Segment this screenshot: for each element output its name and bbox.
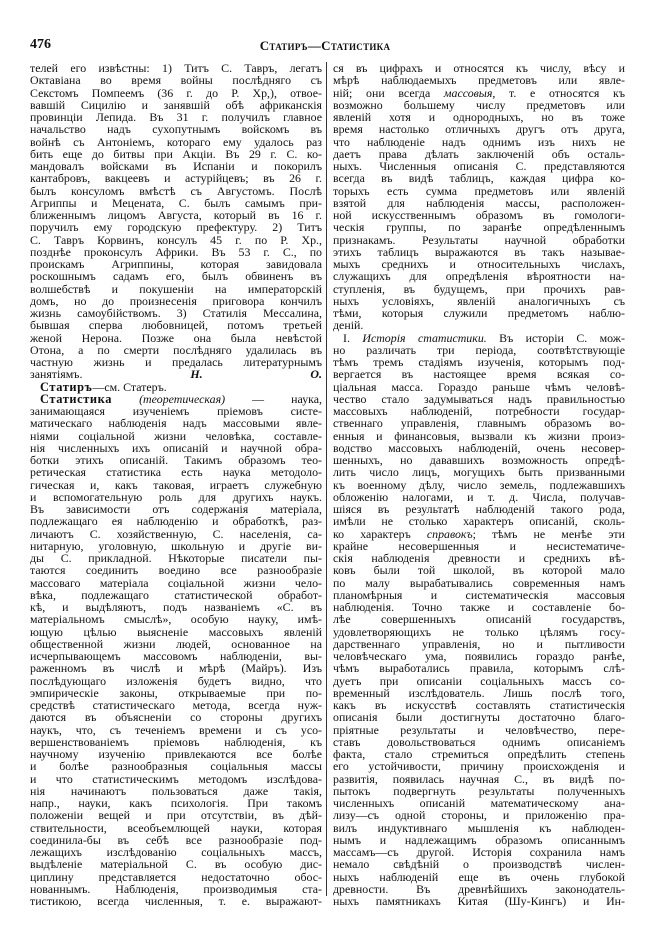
text-line: нія численныхъ ихъ описаній и научной обра-	[30, 440, 322, 455]
text-line: вѣка, подлежащаго статистической обработ-	[30, 587, 322, 602]
text-line: жизнь самоубійствомъ. 3) Статилія Мессалина,	[30, 306, 322, 320]
text-line: пытокъ подвергнуть результаты полученныхъ	[333, 783, 625, 798]
text-line: ныхъ условіяхъ, явленій аналогичныхъ съ	[333, 293, 625, 308]
text-line: ческія группы, по заранѣе опредѣленнымъ	[333, 220, 625, 235]
text-line: ставъ довольствоваться однимъ описаніемъ	[333, 734, 625, 749]
text-line: лежащихъ изслѣдованію соціальныхъ массъ,	[30, 845, 322, 859]
text-line: торыхъ есть сумма предметовъ или явленій	[333, 183, 625, 198]
text-line: лѣе совершенныхъ описаній государствъ,	[333, 612, 625, 627]
text-line: массамъ—съ другой. Исторія сохранила намъ	[333, 845, 625, 859]
text-line: научному изученію привлекаются все болѣе	[30, 747, 322, 761]
text-line: всегда въ видѣ таблицъ, каждая цифра ко-	[333, 171, 625, 186]
text-line: ботки этихъ описаній. Такимъ образомъ тео-	[30, 453, 322, 467]
text-line: мандовалъ войсками въ Испаніи и покорилъ	[30, 159, 322, 173]
text-line: вавшій Сицилію и занявшій обѣ африканскія	[30, 97, 322, 112]
text-line: ныхъ наблюденій еще въ очень глубокой	[333, 869, 625, 884]
column-divider	[326, 62, 327, 896]
text-line: позднѣе проконсулъ Африки. Въ 53 г. С., по	[30, 244, 322, 259]
text-line: этихъ таблицъ выражаются въ такъ называе-	[333, 244, 625, 259]
text-line: ныхъ. Численныя описанія С. представляются	[333, 159, 625, 173]
text-line: былъ консуломъ вмѣстѣ съ Августомъ. Послѣ	[30, 183, 322, 198]
text-line: ступленія, въ будущемъ, при прочихъ рав-	[333, 281, 625, 296]
text-line: личаютъ С. хозяйственную, С. населенія, са-	[30, 526, 322, 541]
text-line: женой Нерона. Позже она была невѣстой	[30, 330, 322, 345]
text-line: древности. Въ древнѣйшихъ законодатель-	[333, 881, 625, 896]
headword: Статиръ	[40, 379, 93, 394]
text-line: положеніи вещей и при отсутствіи, въ дѣй-	[30, 808, 322, 823]
text-line: признакамъ. Результаты научной обработки	[333, 232, 625, 247]
text-line: Въ зависимости отъ содержанія матеріала,	[30, 502, 322, 516]
text-line: частную жизнь и предалась литературнымъ	[30, 355, 322, 369]
text-line: къ военному дѣлу, число земель, подлежавшихъ	[333, 477, 625, 492]
text-line: кантабровъ, вакцеевъ и астурійцевъ; въ 26 г.	[30, 171, 322, 186]
text-line: какъ въ искусствѣ составлять статистическія	[333, 698, 625, 712]
text-line: численныхъ описаній математическому ана-	[333, 796, 625, 810]
text-line: и что статистическимъ методомъ изслѣдова-	[30, 771, 322, 786]
text-line: начальство надъ сухопутнымъ войскомъ въ	[30, 122, 322, 137]
text-line: лизу—съ одной стороны, и приложенію пра-	[333, 808, 625, 823]
text-line: ныхъ памятникахъ Китая (Шу-Кингъ) и Ин-	[333, 894, 625, 908]
text-line: Октавіана во время войны послѣдняго съ	[30, 73, 322, 88]
text-line: человѣческаго ума, появились гораздо ранѣе,	[333, 649, 625, 663]
text-line: войнѣ съ Антоніемъ, котораго ему удалось раз	[30, 134, 322, 149]
text-line: вилъ индуктивнаго мышленія къ наблюден-	[333, 820, 625, 835]
text-line: наукъ, что, съ теченіемъ времени и съ усо-	[30, 722, 322, 737]
text-line: и вспомогательную роль для другихъ наукъ.	[30, 489, 322, 504]
text-line: имѣли не столько характеръ описаній, сколь-	[333, 514, 625, 529]
text-line: временный изслѣдователь. Лишь послѣ того,	[333, 685, 625, 700]
text-line: массовыхъ наблюденій, потребности государ-	[333, 404, 625, 418]
text-span: —см. Статеръ.	[92, 379, 167, 394]
text-line: ковъ были той школой, въ которой мало	[333, 563, 625, 578]
text-line	[333, 332, 625, 344]
text-line: занимающаяся изученіемъ пріемовъ систе-	[30, 404, 322, 418]
text-line: бывшая сперва любовницей, потомъ третьей	[30, 318, 322, 333]
text-line: домъ, но до произнесенія приговора кончилъ	[30, 293, 322, 308]
text-line: лить число лицъ, могущихъ быть призванными	[333, 465, 625, 480]
text-line: нитарную, уголовную, школьную и другіе ви-	[30, 538, 322, 553]
text-line: тѣмъ тремъ стадіямъ изученія, которымъ под-	[333, 355, 625, 369]
text-line: Отона, а по смерти послѣдняго удалилась въ	[30, 342, 322, 357]
text-line: вергается въ настоящее время всякая со-	[333, 367, 625, 382]
text-line: даются въ объясненіи со стороны другихъ	[30, 710, 322, 725]
text-line: массоваго матеріала соціальной жизни чело-	[30, 575, 322, 590]
text-line: кѣ, и выдѣляютъ, подъ названіемъ «С. въ	[30, 600, 322, 614]
text-line: водство массовыхъ наблюденій, очень несовер-	[333, 440, 625, 455]
right-column	[333, 62, 625, 907]
text-span: — наука,	[225, 391, 322, 406]
text-line: нованнымъ. Наблюденія, производимыя ста-	[30, 881, 322, 896]
page-number: 476	[30, 37, 51, 52]
text-line: описанія были достигнуты достаточно благо-	[333, 710, 625, 725]
text-line: возможно большему числу предметовъ или	[333, 97, 625, 112]
italic-text: массовыя	[443, 85, 493, 100]
text-line: тѣми, которыя служили предметомъ наблю-	[333, 306, 625, 320]
text-line: матеріальномъ смыслѣ», особую науку, имѣ-	[30, 612, 322, 627]
text-line: нымъ и надлежащимъ образомъ описаннымъ	[333, 832, 625, 847]
text-line: шіяся въ результатѣ наблюденій такого рода,	[333, 502, 625, 516]
text-line: напр., науки, какъ психологія. При такомъ	[30, 796, 322, 810]
text-line: ніями соціальной жизни человѣка, составле-	[30, 428, 322, 443]
text-line: планомѣрныя и систематическія массовыя	[333, 587, 625, 602]
text-line: ціальная масса. Гораздо раньше чѣмъ человѣ-	[333, 379, 625, 394]
text-line: немало свѣдѣній о производствѣ числен-	[333, 857, 625, 872]
text-line: ственнаго управленія, главнымъ образомъ во-	[333, 416, 625, 431]
author-signature: Н. О.	[190, 367, 322, 382]
text-line: Секстомъ Помпеемъ (36 г. до Р. Хр,), отвое-	[30, 85, 322, 100]
text-line: средствѣ статистическаго метода, всегда нуж-	[30, 698, 322, 712]
text-line: подлежащаго ея наблюденію и обработкѣ, раз-	[30, 514, 322, 529]
text-line: чество стало задумываться надъ правильностью	[333, 391, 625, 406]
text-line: мѣрѣ наблюдаемыхъ предметовъ или явле-	[333, 73, 625, 88]
text-line: провинціи Лепида. Въ 31 г. получилъ главное	[30, 110, 322, 124]
text-span: занятіямъ.	[30, 367, 83, 382]
text-line: соединила-бы въ себѣ все разнообразіе под-	[30, 832, 322, 847]
text-span: деній.	[333, 318, 364, 333]
text-line: выдѣленіе матеріальной С. въ особую дис-	[30, 857, 322, 872]
text-line: ды С. прикладной. Нѣкоторые писатели пы-	[30, 551, 322, 565]
text-line: ся въ цифрахъ и относятся къ числу, вѣсу и	[333, 61, 625, 75]
text-line: чѣмъ выработались правила, которымъ слѣ-	[333, 661, 625, 676]
text-line: удовлетворяющихъ не только цѣлямъ госу-	[333, 624, 625, 639]
text-line: ющую цѣлью выясненіе массовыхъ явленій	[30, 624, 322, 639]
text-line: шенныхъ, но дававшихъ возможность опредѣ-	[333, 453, 625, 467]
running-title: Статиръ—Статистика	[259, 38, 391, 53]
text-line: что наблюденіе надъ однимъ изъ нихъ не	[333, 134, 625, 149]
text-span: ко характеръ	[333, 526, 427, 541]
text-span: I.	[343, 330, 363, 345]
text-line: матическаго наблюденія надъ массовыми явле-	[30, 416, 322, 431]
left-column	[30, 62, 322, 907]
text-span: Въ исторіи С. мож-	[486, 330, 625, 345]
headword: Статистика	[40, 391, 112, 406]
text-line: енныя и финансовыя, вызвали къ жизни произ-	[333, 428, 625, 443]
italic-text: справокъ	[426, 526, 473, 541]
text-line: факта, стало стремиться опредѣлить степень	[333, 747, 625, 761]
text-span: ; тѣмъ не менѣе эти	[472, 526, 625, 541]
text-line: даетъ права дѣлать заключеній объ осталь-	[333, 146, 625, 161]
text-line: явленій хотя и однородныхъ, но въ тоже	[333, 110, 625, 124]
text-line: роскошнымъ садамъ его, былъ обвиненъ въ	[30, 269, 322, 284]
text-line: Агриппы и Мецената, С. былъ самымъ при-	[30, 195, 322, 210]
text-line: гическая и, какъ таковая, играетъ служебную	[30, 477, 322, 492]
text-line	[333, 528, 625, 540]
text-span: ній; они всегда	[333, 85, 444, 100]
text-line: обложенію налогами, и т. д. Числа, получав-	[333, 489, 625, 504]
text-line: телей его извѣстны: 1) Титъ С. Тавръ, легатъ	[30, 61, 322, 75]
text-line: крайне несовершенныя и несистематиче-	[333, 538, 625, 553]
italic-text: (теоретическая)	[112, 391, 226, 406]
text-span: , т. е относятся къ	[492, 85, 625, 100]
text-line: эмпирическіе законы, открываемые при по-	[30, 685, 322, 700]
text-line: нія начинаютъ пользоваться даже такія,	[30, 783, 322, 798]
text-line: развитія, появилась научная С., въ видѣ по-	[333, 771, 625, 786]
text-line: ной искусственнымъ образомъ въ гомологи-	[333, 208, 625, 222]
text-line: наблюденія. Точно также и составленіе бо-	[333, 600, 625, 614]
text-line: служащихъ для опредѣленія вѣроятности на-	[333, 269, 625, 284]
text-line: раженномъ въ числѣ и мѣрѣ (Майръ). Изъ	[30, 661, 322, 676]
text-line: дарственнаго управленія, но и пытливости	[333, 636, 625, 651]
text-line: общественной жизни людей, основанное на	[30, 636, 322, 651]
text-line: время настолько отличныхъ другъ отъ друга,	[333, 122, 625, 137]
text-line: дуетъ при описаніи соціальныхъ массъ со-	[333, 673, 625, 688]
text-line: вершенствованіемъ пріемовъ наблюденія, къ	[30, 734, 322, 749]
text-line: С. Тавръ Корвинъ, консулъ 45 г. по Р. Хр.,	[30, 232, 322, 247]
text-line: пріятные результаты и человѣчество, пере-	[333, 722, 625, 737]
text-line: поручилъ ему городскую префектуру. 2) Титъ	[30, 220, 322, 235]
text-line: волшебствѣ и покушеніи на императорскій	[30, 281, 322, 296]
text-line: его устойчивости, причину происхожденія и	[333, 759, 625, 774]
text-line: ствительности, всеобъемлющей науки, которая	[30, 820, 322, 835]
text-line: таются соединить воедино все разнообразіе	[30, 563, 322, 578]
text-line: ретическая статистика есть наука методоло-	[30, 465, 322, 480]
text-line: по малу вырабатывались современныя намъ	[333, 575, 625, 590]
text-line: мыхъ среднихъ и относительныхъ числахъ,	[333, 257, 625, 271]
text-line: послѣдующаго изложенія будетъ видно, что	[30, 673, 322, 688]
text-line: и болѣе разнообразныя соціальныя массы	[30, 759, 322, 774]
text-line: скія наблюденія древности и среднихъ вѣ-	[333, 551, 625, 565]
text-line: но различать три періода, соотвѣтствующіе	[333, 342, 625, 357]
text-line: проискамъ Агриппины, которая завидовала	[30, 257, 322, 271]
text-line: исчерпывающемъ массовомъ наблюденіи, вы-	[30, 649, 322, 663]
text-line: тистикою, всегда численныя, т. е. выражают-	[30, 894, 322, 908]
italic-text: Исторія статистики.	[362, 330, 487, 345]
text-line: взятой для наблюденія массы, расположен-	[333, 195, 625, 210]
text-line: бить еще до битвы при Акціи. Въ 29 г. С. ко-	[30, 146, 322, 161]
text-line: ближеннымъ лицомъ Августа, который въ 16 г.	[30, 208, 322, 222]
text-line	[333, 87, 625, 99]
text-line: циплину представляется недостаточно обос-	[30, 869, 322, 884]
